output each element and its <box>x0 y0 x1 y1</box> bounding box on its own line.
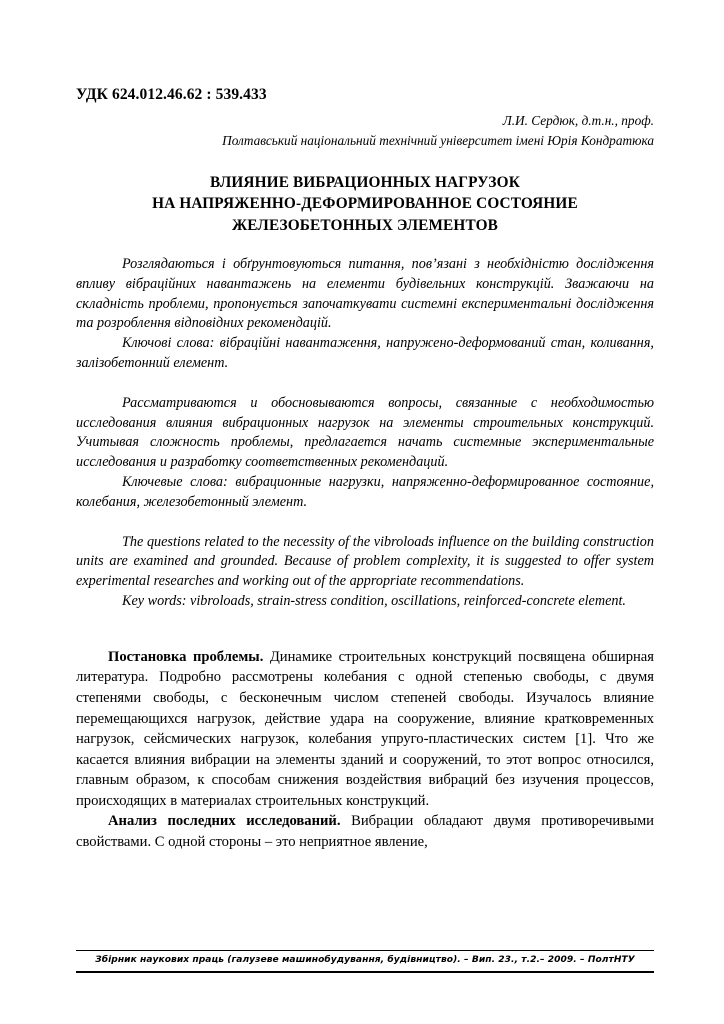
abstract-ukrainian <box>76 236 654 334</box>
article-title <box>76 151 654 236</box>
body-heading-problem-statement: Постановка проблемы. <box>108 648 264 665</box>
body-text-recent-research: Вибрации обладают двумя противоречивыми свойствами. С одной стороны – это неприятное явление, <box>76 813 654 850</box>
spacer-before-body <box>76 612 654 629</box>
keywords-english-label: Key words: <box>122 593 187 610</box>
article-title-line-2: НА НАПРЯЖЕННО-ДЕФОРМИРОВАННОЕ СОСТОЯНИЕ <box>152 195 578 213</box>
abstract-ukrainian-text: Розглядаються і обґрунтовуються питання, пов’язані з необхідністю дослідження впливу вібраційних навантажень на елементи будівельних конструкцій. Зважаючи на складність проблеми, пропонується започаткувати системні експериментальні дослідження та розроблення відповідних рекомендацій. <box>76 255 654 332</box>
author-byline: Л.И. Сердюк, д.т.н., проф. <box>502 113 654 129</box>
spacer-after-russian <box>76 513 654 533</box>
body-paragraph-recent-research <box>76 811 654 852</box>
body-paragraph-problem-statement <box>76 629 654 812</box>
article-title-line-1: ВЛИЯНИЕ ВИБРАЦИОННЫХ НАГРУЗОК <box>210 174 520 192</box>
keywords-ukrainian-label: Ключові слова: <box>122 335 215 352</box>
abstract-english-text: The questions related to the necessity of the vibroloads influence on the building construction units are examined and grounded. Because of problem complexity, it is suggested to offer system experimental researches and working out of the appropriate recommendations. <box>76 533 654 590</box>
page-footer <box>76 950 654 973</box>
abstract-english <box>76 533 654 592</box>
abstract-russian <box>76 394 654 473</box>
body-heading-recent-research: Анализ последних исследований. <box>108 813 341 830</box>
keywords-russian-text: вибрационные нагрузки, напряженно-деформированное состояние, колебания, железобетонный элемент. <box>76 474 654 510</box>
keywords-russian <box>76 473 654 513</box>
keywords-ukrainian <box>76 334 654 374</box>
article-title-line-3: ЖЕЛЕЗОБЕТОННЫХ ЭЛЕМЕНТОВ <box>231 216 499 234</box>
keywords-ukrainian-text: вібраційні навантаження, напружено-деформований стан, коливання, залізобетонний елемент. <box>76 335 654 371</box>
affiliation-line: Полтавський національний технічний університет імені Юрія Кондратюка <box>222 133 654 149</box>
spacer-after-ukrainian <box>76 374 654 394</box>
page-content <box>76 0 654 853</box>
body-text-problem-statement: Динамике строительных конструкций посвящена обширная литература. Подробно рассмотрены колебания с одной степенью свободы, с двумя степенями свободы, с бесконечным числом степеней свободы. Изучалось влияние перемещающихся нагрузок, действие удара на сооружение, влияние кратковременных нагрузок, сейсмических нагрузок, колебания упруго-пластических систем [1]. Что же касается влияния вибрации на элементы зданий и сооружений, то этот вопрос относился, главным образом, к способам снижения воздействия вибраций без изучения процессов, происходящих в материалах строительных конструкций. <box>76 648 654 809</box>
keywords-english-text: vibroloads, strain-stress condition, oscillations, reinforced-concrete element. <box>186 593 626 610</box>
udk-code: УДК 624.012.46.62 : 539.433 <box>76 86 267 103</box>
abstract-russian-text: Рассматриваются и обосновываются вопросы, связанные с необходимостью исследования влияния вибрационных нагрузок на элементы строительных конструкций. Учитывая сложность проблемы, предлагается начать системные экспериментальные исследования и разработку соответственных рекомендаций. <box>76 394 654 471</box>
footer-rule-bottom <box>76 971 654 973</box>
footer-citation: Збірник наукових праць (галузеве машинобудування, будівництво). – Вип. 23., т.2.– 2009. – ПолтНТУ <box>95 955 635 965</box>
keywords-english <box>76 592 654 612</box>
keywords-russian-label: Ключевые слова: <box>122 474 228 490</box>
